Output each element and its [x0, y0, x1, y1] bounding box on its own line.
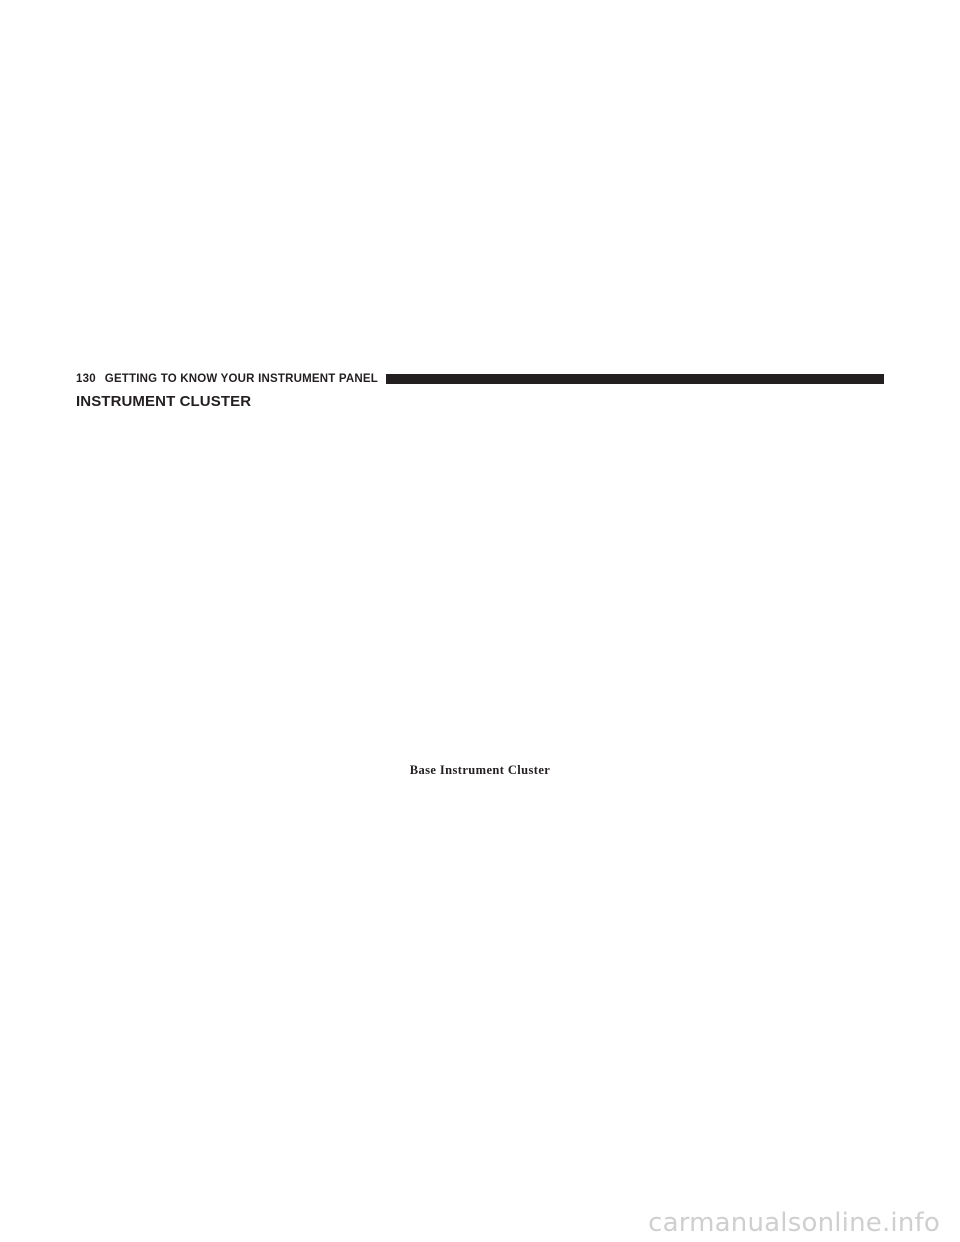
- running-head: GETTING TO KNOW YOUR INSTRUMENT PANEL: [104, 373, 378, 385]
- figure-caption: Base Instrument Cluster: [409, 763, 551, 777]
- section-title: INSTRUMENT CLUSTER: [76, 393, 252, 410]
- watermark: carmanualsonline.info: [648, 1208, 940, 1238]
- header-rule: [386, 374, 884, 384]
- page-header: [76, 372, 884, 386]
- figure-placeholder: [76, 422, 884, 752]
- page-number: 130: [76, 373, 96, 385]
